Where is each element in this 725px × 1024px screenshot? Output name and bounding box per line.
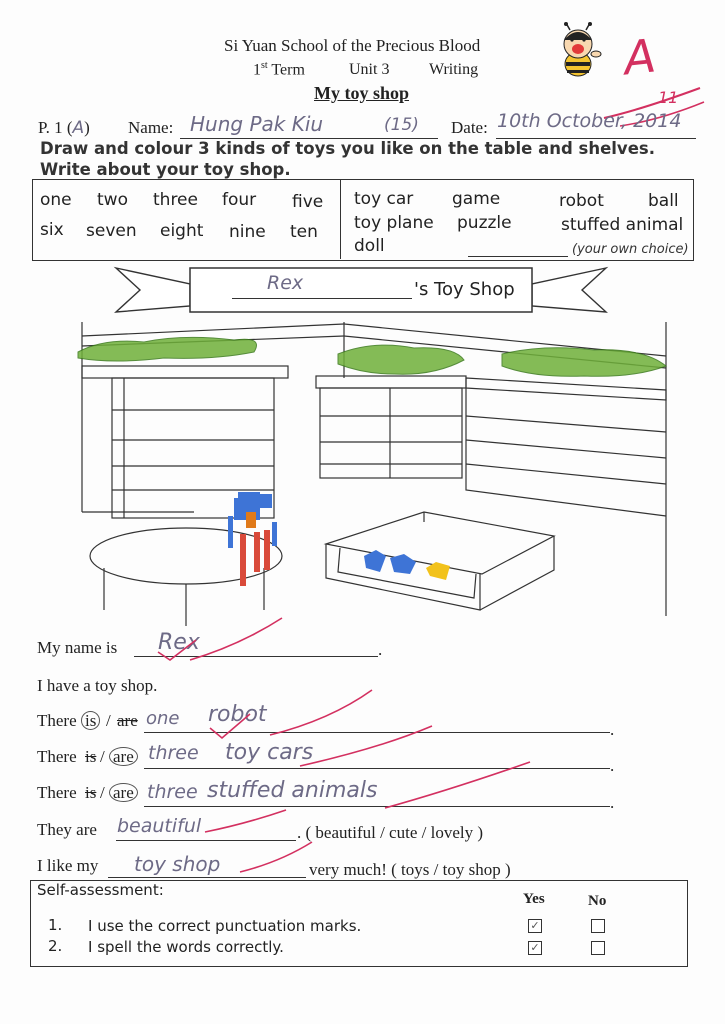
sentence-3-option-are[interactable]: are [117, 711, 138, 730]
name-label: Name: [128, 118, 174, 137]
term-sup: st [261, 60, 268, 71]
word-six: six [40, 220, 64, 240]
self-item-1-no-checkbox[interactable] [591, 919, 605, 933]
subject-label: Writing [429, 61, 479, 78]
word-robot: robot [559, 191, 604, 211]
sentence-5-print: three [147, 781, 198, 803]
sentence-4-slash: / [100, 747, 105, 766]
sentence-5-option-are[interactable]: are [109, 783, 138, 802]
sentence-3-answer: robot [208, 702, 267, 727]
unit-label: Unit 3 [349, 61, 390, 78]
sentence-5-end: . [610, 793, 615, 812]
term-word: Term [271, 61, 305, 79]
sentence-1-prefix: My name is [37, 638, 118, 657]
sentence-3-slash: / [106, 711, 111, 730]
word-nine: nine [229, 222, 266, 242]
class-letter: A [72, 118, 85, 138]
sentence-5-answer: stuffed animals [207, 778, 378, 803]
school-name: Si Yuan School of the Precious Blood [224, 36, 481, 55]
sentence-4-prefix: There [37, 747, 77, 766]
word-two: two [97, 190, 128, 210]
word-five: five [292, 192, 324, 212]
word-eight: eight [160, 221, 204, 241]
sentence-5-prefix: There [37, 783, 77, 802]
word-one: one [40, 190, 72, 210]
shop-title-suffix: 's Toy Shop [414, 279, 515, 300]
self-item-1-number: 1. [48, 916, 63, 934]
self-item-2-yes-checkbox[interactable]: ✓ [528, 941, 542, 955]
word-puzzle: puzzle [457, 213, 512, 233]
instruction-line-2: Write about your toy shop. [40, 160, 291, 179]
sentence-4-option-is[interactable]: is [85, 747, 97, 766]
sentence-4-end: . [610, 756, 615, 775]
instruction-line-1: Draw and colour 3 kinds of toys you like on the table and shelves. [40, 139, 655, 158]
date-label: Date: [451, 118, 488, 137]
word-ten: ten [290, 222, 318, 242]
no-header: No [588, 893, 607, 909]
self-assessment-title: Self-assessment: [37, 881, 164, 899]
word-three: three [153, 190, 198, 210]
own-choice-label: (your own choice) [572, 242, 689, 257]
word-toy-car: toy car [354, 189, 414, 209]
sentence-3-option-is[interactable]: is [81, 711, 100, 730]
sentence-3-print: one [146, 708, 180, 729]
name-value: Hung Pak Kiu [190, 112, 324, 136]
word-doll: doll [354, 236, 385, 256]
class-number: (15) [384, 115, 419, 135]
self-item-2-number: 2. [48, 937, 63, 955]
sentence-1-end: . [378, 640, 383, 659]
self-item-1-text: I use the correct punctuation marks. [88, 917, 362, 935]
sentence-4-print: three [148, 742, 199, 764]
word-game: game [452, 189, 501, 209]
page-title: My toy shop [314, 83, 410, 103]
sentence-5-slash: / [100, 783, 105, 802]
sentence-1-answer: Rex [158, 630, 200, 655]
self-item-1-yes-checkbox[interactable]: ✓ [528, 919, 542, 933]
sentence-5-option-is[interactable]: is [85, 783, 97, 802]
word-toy-plane: toy plane [354, 213, 434, 233]
sentence-6-prefix: They are [37, 820, 97, 839]
sentence-7-suffix: very much! ( toys / toy shop ) [309, 860, 511, 879]
class-prefix: P. 1 ( [38, 118, 73, 137]
sentence-3-end: . [610, 720, 615, 739]
teacher-mark: 11 [658, 88, 679, 107]
word-four: four [222, 190, 257, 210]
sentence-7-answer: toy shop [134, 852, 221, 876]
term-number: 1 [253, 61, 261, 79]
self-item-2-no-checkbox[interactable] [591, 941, 605, 955]
self-item-2-text: I spell the words correctly. [88, 938, 284, 956]
sentence-7-prefix: I like my [37, 856, 99, 875]
yes-header: Yes [523, 891, 545, 907]
word-seven: seven [86, 221, 137, 241]
date-value: 10th October, 2014 [497, 110, 682, 132]
sentence-6-choices: . ( beautiful / cute / lovely ) [297, 823, 483, 842]
class-suffix: ) [84, 118, 90, 137]
shop-owner-name: Rex [267, 272, 304, 294]
word-stuffed-animal: stuffed animal [561, 215, 684, 235]
word-ball: ball [648, 191, 679, 211]
sentence-4-option-are[interactable]: are [109, 747, 138, 766]
sentence-6-answer: beautiful [117, 815, 202, 837]
sentence-4-answer: toy cars [225, 740, 314, 765]
sentence-3-prefix: There [37, 711, 77, 730]
grade-mark: A [621, 28, 659, 86]
sentence-2: I have a toy shop. [37, 676, 158, 695]
